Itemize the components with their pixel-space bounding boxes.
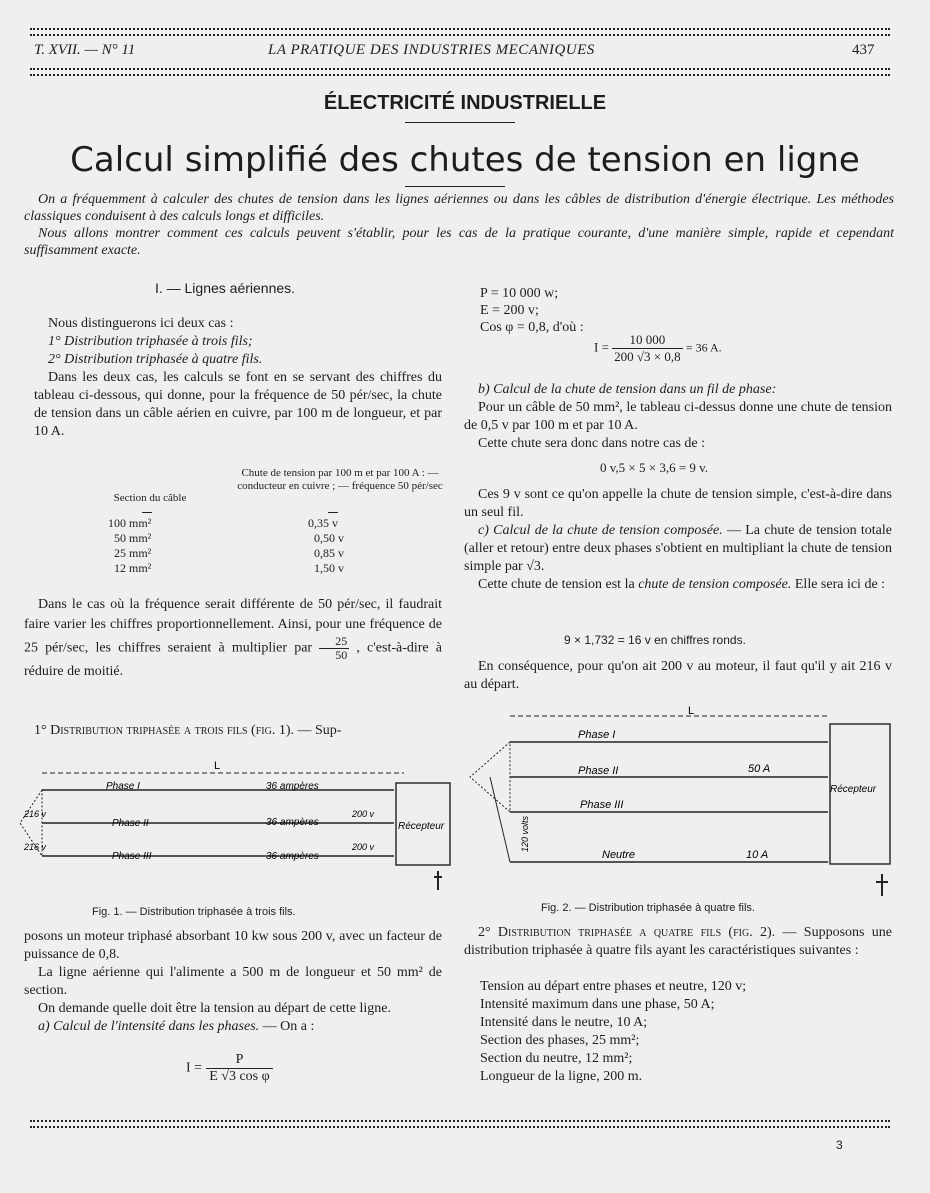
title-underline [405,186,505,187]
table-col1-header: Section du câble [113,492,187,504]
frequency-paragraph [24,595,442,682]
table-cell: 0,35 v [308,516,338,530]
list-item: Section du neutre, 12 mm²; [480,1051,633,1066]
fraction-numerator: P [206,1052,274,1069]
fig1-current-1: 36 ampères [266,781,319,792]
formula-result: = 36 A. [685,340,722,355]
fig1-current-3: 36 ampères [266,851,319,862]
dist1-label: 1° Distribution triphasée a trois fils (fig. 1). [34,723,294,738]
section-underline [405,122,515,123]
dist1-heading [34,722,444,740]
fig1-volt-left-1: 216 v [24,809,47,819]
data-table [100,516,360,576]
fraction-numerator: 25 [319,635,349,649]
paragraph [464,522,892,576]
subheading: b) Calcul de la chute de tension dans un fil de phase: [478,382,777,397]
table-row [100,516,360,531]
fig2-neutral-label: Neutre [602,849,636,861]
fig1-volt-left-2: 216 v [24,842,47,852]
fraction-numerator: 10 000 [612,332,682,349]
table-cell: 100 mm² [108,516,152,530]
table-col2-header: Chute de tension par 100 m et par 100 A : — conducteur en cuivre ; — fréquence 50 pér/sec [237,467,443,492]
paragraph: Pour un câble de 50 mm², le tableau ci-dessus donne une chute de tension de 0,5 v par 100 m et par 10 A. [464,400,892,433]
page-number: 437 [852,42,875,58]
fig2-phase-label-2: Phase II [578,765,619,777]
table-row [100,561,360,576]
fig2-phase-label-3: Phase III [580,799,624,811]
paragraph: Nous distinguerons ici deux cas : [48,316,234,331]
specs-list [480,978,900,1086]
fig1-phase-label-2: Phase II [112,818,149,829]
article-title: Calcul simplifié des chutes de tension en ligne [70,140,860,180]
list-item: Longueur de la ligne, 200 m. [480,1069,643,1084]
fig2-current-phase: 50 A [748,763,771,775]
paragraph-text: Dans le cas où la fréquence serait différente de 50 pér/sec, il faudrait faire varier les chiffres proportionnellement. Ainsi, pour une fréquence de 25 pér/sec, les chiffres seraient à multiplier par [24,597,442,656]
table-dash [328,512,338,513]
equation: 9 × 1,732 = 16 v en chiffres ronds. [564,633,746,647]
paragraph: La ligne aérienne qui l'alimente a 500 m de longueur et 50 mm² de section. [24,965,442,998]
fraction [319,635,349,662]
paragraph-text: — La chute de tension totale (aller et retour) entre deux phases s'obtient en multipliant la chute de tension simple par √3. [464,523,893,574]
fig2-phase-label-1: Phase I [578,729,616,741]
figure-2-caption: Fig. 2. — Distribution triphasée à quatre fils. [541,902,755,914]
subheading: a) Calcul de l'intensité dans les phases. [38,1019,260,1034]
paragraph [24,1018,442,1036]
fig2-current-neutral: 10 A [746,849,769,861]
figure-1-caption: Fig. 1. — Distribution triphasée à trois fils. [92,906,296,918]
formula-lhs: I = [186,1060,203,1076]
fig2-receptor-label: Récepteur [830,784,877,795]
equation: E = 200 v; [480,303,539,318]
figure-2-diagram [462,702,924,898]
table-cell: 12 mm² [114,561,152,575]
fraction-denominator: 200 √3 × 0,8 [614,349,681,364]
fraction [206,1052,274,1085]
paragraph-text: , c'est-à-dire à réduire de moitié. [24,640,443,679]
running-header-journal: LA PRATIQUE DES INDUSTRIES MECANIQUES [268,42,595,58]
fig1-phase-label-1: Phase I [106,781,140,792]
table-cell: 50 mm² [114,531,152,545]
right-column-text-2 [464,486,892,594]
paragraph: posons un moteur triphasé absorbant 10 kw sous 200 v, avec un facteur de puissance de 0,8. [24,929,442,962]
left-column-text-2 [24,928,442,1036]
paragraph [464,576,892,594]
case-2: 2° Distribution triphasée à quatre fils. [48,352,263,367]
dist2-label: 2° Distribution triphasée a quatre fils (fig. 2). [478,925,776,940]
fraction [612,332,682,365]
list-item: Tension au départ entre phases et neutre, 120 v; [480,979,747,994]
table-cell: 25 mm² [114,546,152,560]
fig2-voltage-label: 120 volts [520,815,530,852]
paragraph: En conséquence, pour qu'on ait 200 v au moteur, il faut qu'il y ait 216 v au départ. [464,659,892,692]
table-cell: 0,50 v [314,531,344,545]
paragraph: On demande quelle doit être la tension au départ de cette ligne. [38,1001,391,1016]
dist2-paragraph [464,924,892,960]
figure-1-diagram [14,755,454,905]
list-item: Section des phases, 25 mm²; [480,1033,640,1048]
intensity-formula [186,1052,273,1085]
fig1-volt-right-2: 200 v [352,842,375,852]
fig1-receptor-label: Récepteur [398,821,445,832]
case-1: 1° Distribution triphasée à trois fils; [48,334,253,349]
fraction-denominator: 50 [335,648,348,662]
paragraph-text: Cette chute de tension est la [478,577,639,592]
list-item: Intensité maximum dans une phase, 50 A; [480,997,715,1012]
equation: P = 10 000 w; [480,286,559,301]
paragraph-text: — On a : [259,1019,315,1034]
table-dash [142,512,152,513]
footer-page-number: 3 [836,1138,843,1152]
paragraph-text: Elle sera ici de : [791,577,886,592]
equation: 0 v,5 × 5 × 3,6 = 9 v. [600,460,709,475]
table-cell: 1,50 v [314,561,344,575]
fig1-volt-right-1: 200 v [352,809,375,819]
table-row [100,531,360,546]
given-values [480,285,900,336]
list-item: Intensité dans le neutre, 10 A; [480,1015,648,1030]
fig2-length-label: L [688,705,695,717]
running-header-volume: T. XVII. — N° 11 [34,42,136,58]
fig2-neutral-feed [490,777,510,862]
fig1-current-2: 36 ampères [266,817,319,828]
paragraph: Cette chute sera donc dans notre cas de : [478,436,706,451]
subheading: c) Calcul de la chute de tension composée. [478,523,723,538]
header-dotted-rule [30,68,890,76]
dist2-rest: — Supposons une distribution triphasée à quatre fils ayant les caractéristiques suivantes : [464,925,892,958]
top-dotted-rule [30,28,890,36]
table-row [100,546,360,561]
paragraph: Ces 9 v sont ce qu'on appelle la chute de tension simple, c'est-à-dire dans un seul fil. [464,487,892,520]
dist1-rest: — Sup- [294,723,342,738]
paragraph: Dans les deux cas, les calculs se font en se servant des chiffres du tableau ci-dessous, qui donne, pour la fréquence de 50 pér/sec, la chute de tension dans un câble aérien en cuivre, par 100 m de longueur, et par 10 A. [34,370,442,439]
fig1-phase-label-3: Phase III [112,851,152,862]
left-column-text-1 [34,315,442,441]
intro-paragraph-1: On a fréquemment à calculer des chutes de tension dans les lignes aériennes ou dans les câbles de distribution d'énergie électrique. Les méthodes classiques conduisent à des calculs longs et difficiles. [24,192,894,224]
equation: Cos φ = 0,8, d'où : [480,320,584,335]
current-formula [594,332,722,365]
fig1-length-label: L [214,760,221,772]
right-column-text-1 [464,381,892,453]
fraction-denominator: E √3 cos φ [209,1069,270,1084]
intro-paragraph-2: Nous allons montrer comment ces calculs peuvent s'établir, pour les cas de la pratique courante, d'une manière simple, rapide et cependant suffisamment exacte. [24,226,894,258]
section-heading: ÉLECTRICITÉ INDUSTRIELLE [323,92,607,114]
intro [24,191,894,259]
footer-dotted-rule [30,1120,890,1128]
subsection-heading: I. — Lignes aériennes. [154,280,296,296]
paragraph-emphasis: chute de tension composée. [638,577,792,592]
table-cell: 0,85 v [314,546,344,560]
formula-lhs: I = [594,339,609,355]
